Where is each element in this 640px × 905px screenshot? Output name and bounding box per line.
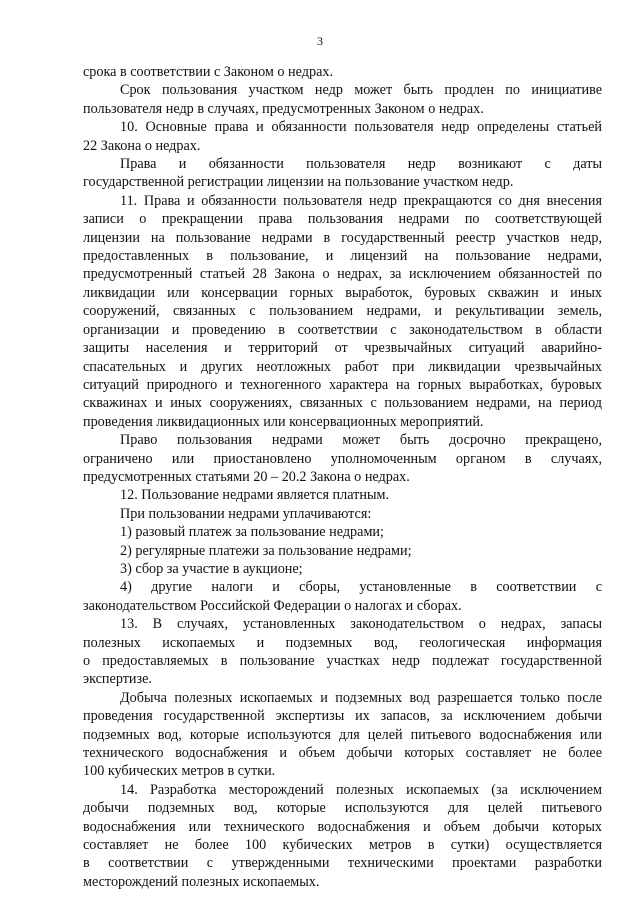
text-line: лицензии на пользование недрами в государственный реестр участков недр,: [83, 229, 602, 246]
text-line: 2) регулярные платежи за пользование недрами;: [120, 542, 412, 559]
text-line: добычи подземных вод, которые используются для целей питьевого: [83, 800, 602, 817]
text-line: государственной регистрации лицензии на пользование участком недр.: [83, 174, 514, 191]
text-line: законодательством Российской Федерации о налогах и сборах.: [83, 597, 462, 614]
text-line: о предоставляемых в пользование участках недр подлежат государственной: [83, 653, 602, 669]
text-line: записи о прекращении права пользования недрами по соответствующей: [83, 211, 602, 228]
text-line: предусмотренный статьей 28 Закона о недрах, за исключением обязанностей по: [83, 266, 602, 283]
text-line: 3) сбор за участие в аукционе;: [120, 560, 303, 577]
text-line: 12. Пользование недрами является платным.: [120, 487, 390, 504]
text-line: сооружений, связанных с пользованием недрами, и рекультивации земель,: [83, 303, 602, 320]
text-line: Право пользования недрами может быть досрочно прекращено,: [120, 432, 602, 449]
text-line: 11. Права и обязанности пользователя недр прекращаются со дня внесения: [120, 192, 602, 209]
text-line: в соответствии с утвержденными техническими проектами разработки: [83, 855, 602, 872]
page-number: 3: [317, 34, 323, 48]
text-line: подземных вод, которые используются для целей питьевого водоснабжения или: [83, 726, 602, 743]
text-line: водоснабжения или технического водоснабжения и объем добычи которых: [83, 818, 602, 835]
text-line: срока в соответствии с Законом о недрах.: [83, 64, 334, 80]
text-line: спасательных и других неотложных работ при ликвидации чрезвычайных: [83, 358, 602, 375]
text-line: 14. Разработка месторождений полезных ископаемых (за исключением: [120, 781, 602, 798]
text-line: ограничено или приостановлено уполномоченным органом в случаях,: [83, 450, 602, 467]
text-line: предусмотренных статьями 20 – 20.2 Закона о недрах.: [83, 468, 410, 485]
text-line: ситуаций природного и техногенного характера на горных выработках, буровых: [83, 376, 602, 393]
text-line: 10. Основные права и обязанности пользователя недр определены статьей: [120, 119, 602, 136]
text-line: скважинах и иных сооружениях, связанных с пользованием недрами, на период: [83, 395, 602, 412]
text-line: При пользовании недрами уплачиваются:: [120, 505, 372, 522]
text-line: ликвидации или консервации горных выработок, буровых скважин и иных: [83, 284, 602, 301]
text-line: Добыча полезных ископаемых и подземных вод разрешается только после: [120, 689, 602, 706]
text-line: полезных ископаемых и подземных вод, геологическая информация: [83, 634, 602, 651]
text-line: 13. В случаях, установленных законодательством о недрах, запасы: [120, 616, 602, 633]
text-line: составляет не более 100 кубических метров в сутки) осуществляется: [83, 837, 602, 854]
text-line: Права и обязанности пользователя недр возникают с даты: [120, 156, 602, 173]
text-line: пользователя недр в случаях, предусмотренных Законом о недрах.: [83, 100, 484, 117]
text-line: 22 Закона о недрах.: [83, 137, 201, 154]
text-line: 1) разовый платеж за пользование недрами;: [120, 524, 384, 541]
text-line: проведения ликвидационных или консервационных мероприятий.: [83, 413, 484, 430]
document-body: [83, 63, 602, 891]
text-line: проведения государственной экспертизы их запасов, за исключением добычи: [83, 708, 602, 725]
text-line: технического водоснабжения и объем добычи которых составляет не более: [83, 745, 602, 762]
text-line: 4) другие налоги и сборы, установленные в соответствии с: [120, 579, 602, 596]
text-line: месторождений полезных ископаемых.: [83, 873, 320, 890]
text-line: организации и проведению в соответствии с законодательством в области: [83, 321, 602, 338]
text-line: экспертизе.: [83, 671, 152, 688]
text-line: предоставленных в пользование, и лицензий на пользование недрами,: [83, 248, 602, 265]
text-line: защиты населения и территорий от чрезвычайных ситуаций аварийно-: [83, 340, 602, 357]
text-line: 100 кубических метров в сутки.: [83, 763, 276, 780]
text-line: Срок пользования участком недр может быть продлен по инициативе: [120, 82, 602, 99]
